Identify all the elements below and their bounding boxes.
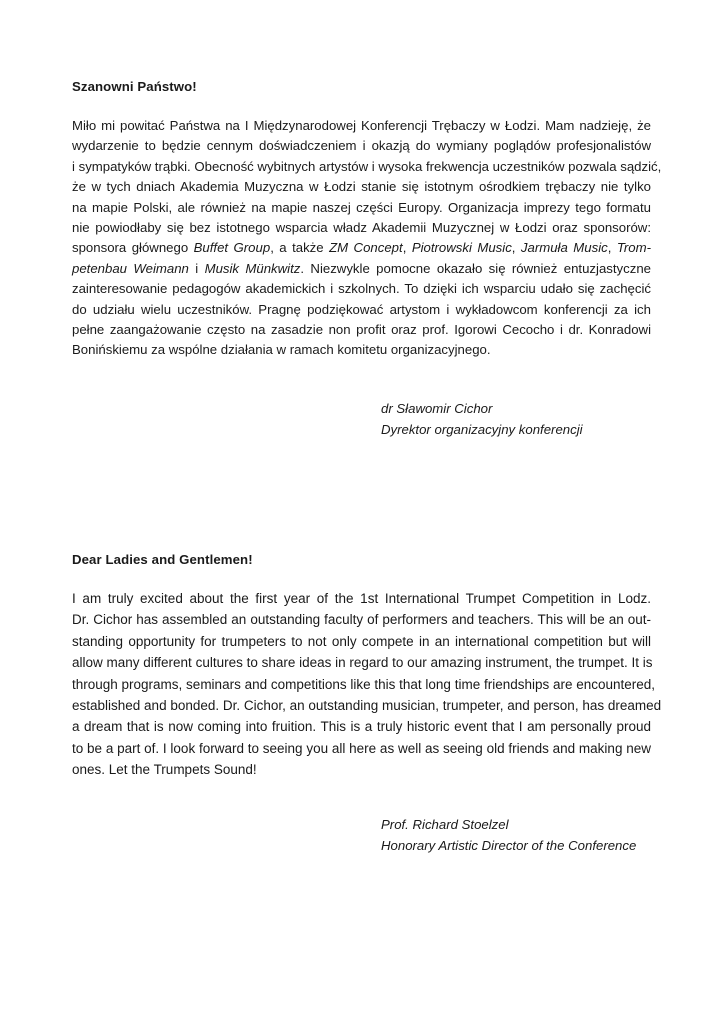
text-run: . Niezwykle pomocne okazało się również entuzjastyczne xyxy=(300,260,651,276)
english-line: to be a part of. I look forward to seeing you all here as well as seeing old friends and making new xyxy=(72,740,651,756)
english-signature xyxy=(381,814,636,856)
english-line: a dream that is now coming into fruition. This is a truly historic event that I am personally proud xyxy=(72,719,651,735)
english-line: I am truly excited about the first year of the 1st International Trumpet Competition in Lodz. xyxy=(72,591,651,606)
polish-line: do udziału wielu uczestników. Pragnę podziękować artystom i wykładowcom konferencji za ich xyxy=(72,301,651,317)
text-run: , xyxy=(607,240,617,256)
text-run: sponsora głównego xyxy=(72,240,194,256)
signature-name: Prof. Richard Stoelzel xyxy=(381,817,509,832)
text-run: i xyxy=(188,260,205,276)
polish-line: nie powiodłaby się bez istotnego wsparcia władz Akademii Muzycznej w Łodzi oraz sponsorów: xyxy=(72,220,651,236)
sponsor-name: petenbau Weimann xyxy=(72,260,189,276)
sponsor-name: Musik Münkwitz xyxy=(204,260,301,276)
english-line: standing opportunity for trumpeters to not only compete in an international competition but will xyxy=(72,633,651,649)
polish-body-paragraph xyxy=(72,116,662,361)
polish-line: pełne zaangażowanie często na zasadzie non profit oraz prof. Igorowi Cecocho i dr. Konradowi xyxy=(72,322,651,338)
polish-sponsor-line xyxy=(72,238,651,258)
sponsor-name: Jarmuła Music xyxy=(520,240,608,256)
sponsor-name: Trom- xyxy=(616,240,652,256)
signature-role: Dyrektor organizacyjny konferencji xyxy=(381,422,583,437)
english-line: allow many different cultures to share ideas in regard to our amazing instrument, the trumpet. It is xyxy=(72,655,653,671)
polish-line: wydarzenie to będzie cennym doświadczeniem i okazją do wymiany poglądów profesjonalistów xyxy=(72,138,651,154)
polish-sponsor-line-2 xyxy=(72,259,651,279)
english-line: ones. Let the Trumpets Sound! xyxy=(72,762,257,778)
polish-greeting-heading: Szanowni Państwo! xyxy=(72,79,197,94)
polish-line: zainteresowanie pedagogów akademickich i szkolnych. To dzięki ich wsparciu udało się zachęcić xyxy=(72,281,651,297)
polish-line: i sympatyków trąbki. Obecność wybitnych artystów i wysoka frekwencja uczestników pozwala sądzić, xyxy=(72,158,662,174)
polish-line: Miło mi powitać Państwa na I Międzynarodowej Konferencji Trębaczy w Łodzi. Mam nadzieję, że xyxy=(72,118,651,133)
text-run: , xyxy=(402,240,412,256)
english-line: Dr. Cichor has assembled an outstanding faculty of performers and teachers. This will be an out- xyxy=(72,612,651,628)
english-body-paragraph xyxy=(72,588,662,781)
sponsor-name: Buffet Group xyxy=(193,240,271,256)
english-line: established and bonded. Dr. Cichor, an outstanding musician, trumpeter, and person, has dreamed xyxy=(72,698,662,714)
sponsor-name: ZM Concept xyxy=(329,240,403,256)
polish-signature xyxy=(381,398,583,440)
english-line: through programs, seminars and competitions like this that long time friendships are encountered, xyxy=(72,676,656,692)
polish-line: że w tych dniach Akademia Muzyczna w Łodzi stanie się istotnym ośrodkiem trębaczy nie tylko xyxy=(72,179,651,195)
english-greeting-heading: Dear Ladies and Gentlemen! xyxy=(72,552,253,567)
polish-line: Bonińskiemu za wspólne działania w ramach komitetu organizacyjnego. xyxy=(72,342,491,358)
sponsor-name: Piotrowski Music xyxy=(411,240,512,256)
signature-name: dr Sławomir Cichor xyxy=(381,401,493,416)
text-run: , xyxy=(511,240,521,256)
polish-line: na mapie Polski, ale również na mapie naszej części Europy. Organizacja imprezy tego formatu xyxy=(72,199,651,215)
text-run: , a także xyxy=(270,240,330,256)
signature-role: Honorary Artistic Director of the Conference xyxy=(381,838,637,853)
